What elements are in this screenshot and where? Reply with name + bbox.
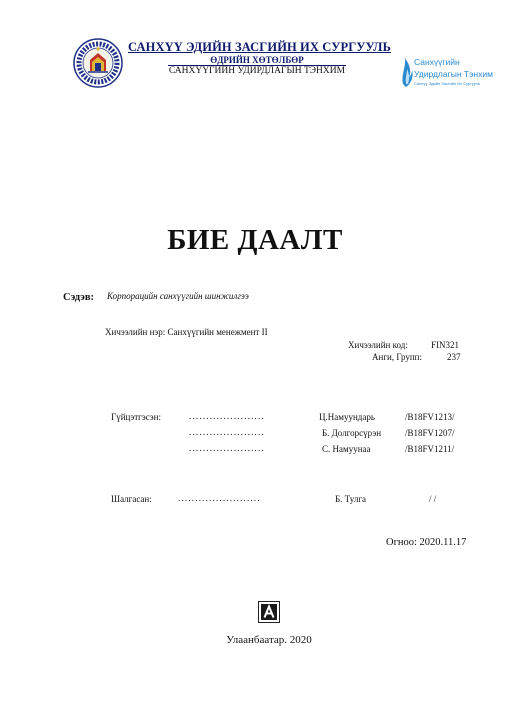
dept-logo-line1: Санхүүгийн	[414, 57, 460, 67]
department-name: САНХҮҮГИЙН УДИРДЛАГЫН ТЭНХИМ	[168, 66, 346, 76]
student-id: /B18FV1207/	[405, 428, 455, 438]
student-name: Ц.Намуундарь	[319, 412, 375, 422]
student-name: Б. Долгорсүрэн	[322, 428, 382, 438]
course-name: Хичээлийн нэр: Санхүүгийн менежмент II	[105, 327, 268, 337]
course-code-value: FIN321	[431, 340, 460, 350]
dept-flame-icon	[400, 54, 414, 90]
student-id: /B18FV1213/	[405, 412, 455, 422]
checker-signature: / /	[429, 494, 437, 504]
program-name: ӨДРИЙН ХӨТӨЛБӨР	[210, 55, 304, 65]
performed-by-label: Гүйцэтгэсэн:	[111, 412, 161, 422]
signature-dots: ........................	[178, 493, 261, 503]
dept-logo-line2: Удирдлагын Тэнхим	[414, 69, 493, 79]
document-title: БИЕ ДААЛТ	[167, 224, 343, 256]
topic-value: Корпорацийн санхүүгийн шинжилгээ	[107, 291, 249, 301]
signature-dots: ......................	[189, 411, 265, 421]
university-seal-icon	[73, 38, 123, 88]
checker-name: Б. Тулга	[335, 494, 366, 504]
topic-label: Сэдэв:	[63, 292, 94, 303]
checked-by-label: Шалгасан:	[111, 494, 152, 504]
signature-dots: ......................	[189, 427, 265, 437]
university-name: САНХҮҮ ЭДИЙН ЗАСГИЙН ИХ СУРГУУЛЬ	[128, 40, 391, 54]
microsoft-access-icon	[258, 601, 280, 623]
city-year: Улаанбаатар. 2020	[226, 634, 312, 646]
document-date: Огноо: 2020.11.17	[386, 537, 467, 548]
student-name: С. Намуунаа	[322, 444, 371, 454]
dept-logo-tagline: Санхүү Эдийн Засгийн Их Сургууль	[414, 81, 481, 86]
course-code-label: Хичээлийн код:	[348, 340, 408, 350]
group-value: 237	[447, 352, 461, 362]
student-id: /B18FV1211/	[405, 444, 455, 454]
group-label: Анги, Групп:	[372, 352, 422, 362]
signature-dots: ......................	[189, 443, 265, 453]
